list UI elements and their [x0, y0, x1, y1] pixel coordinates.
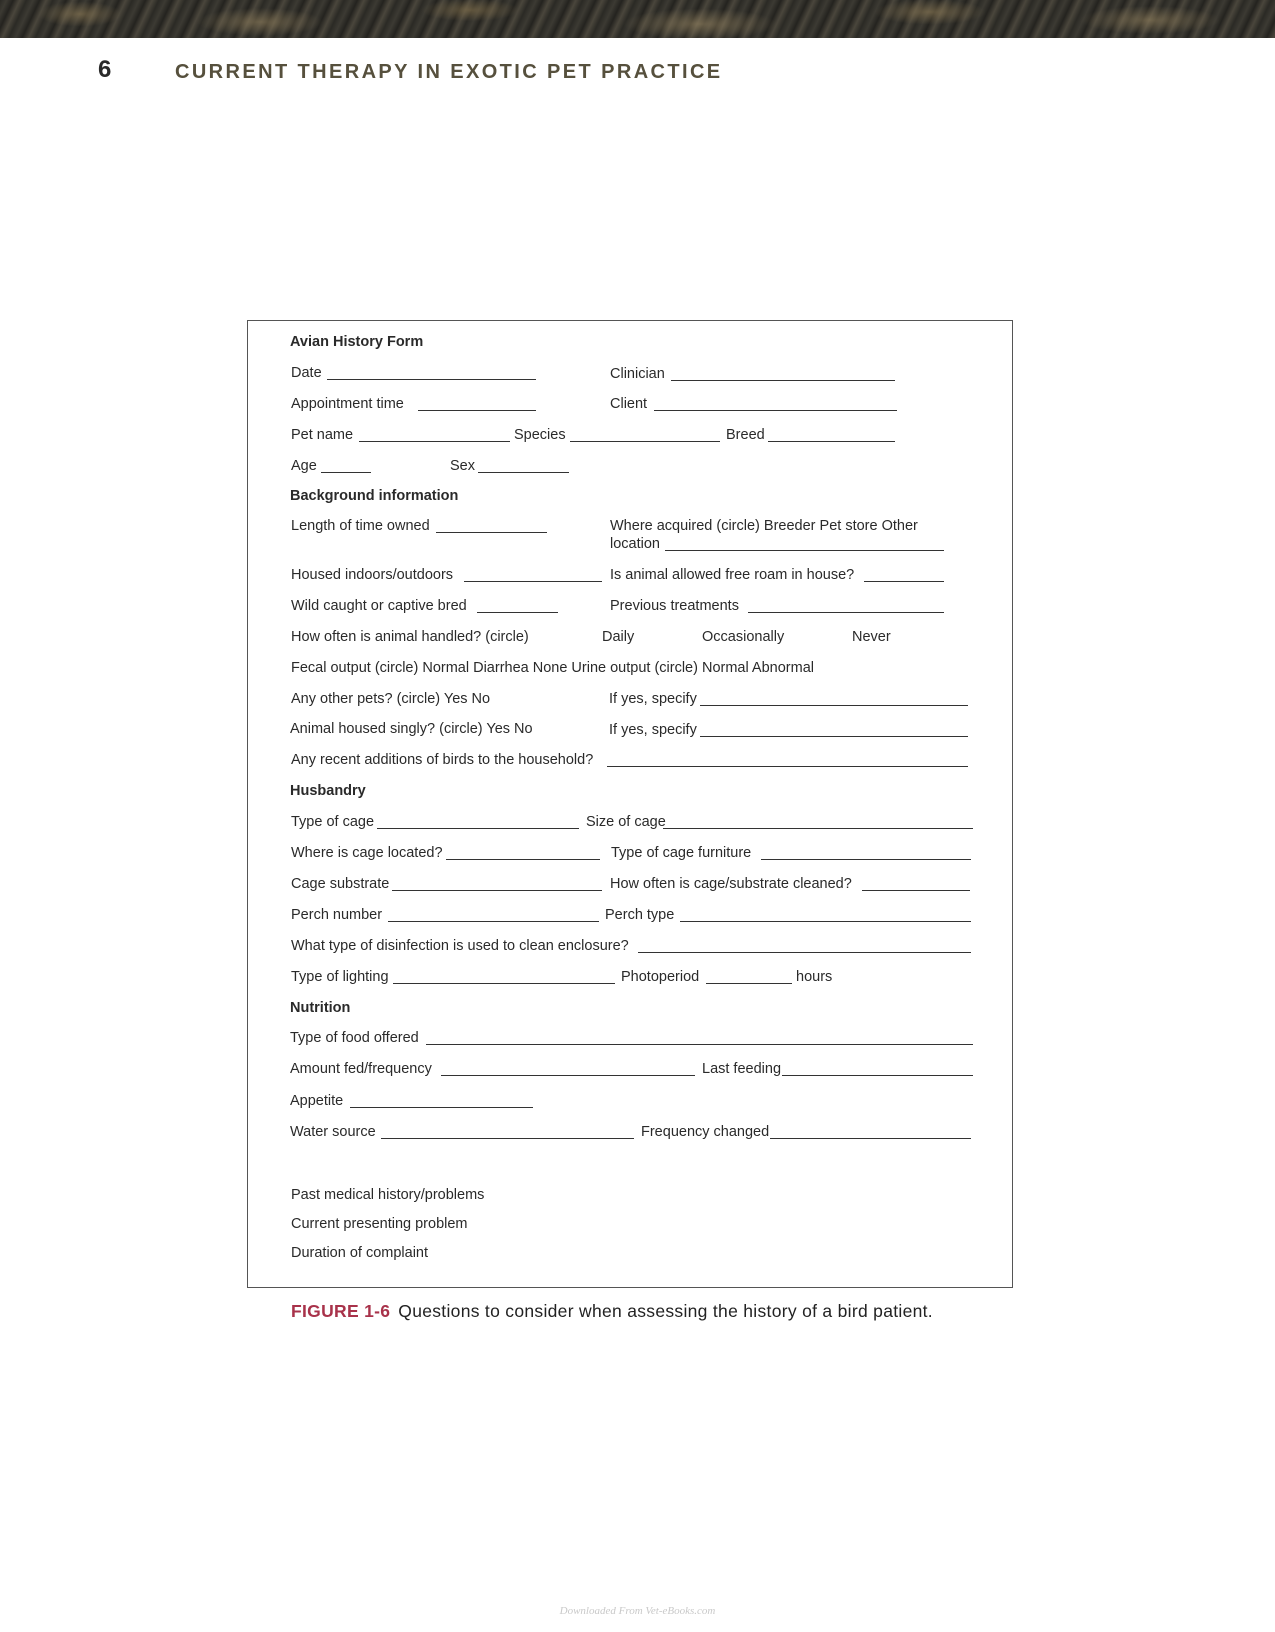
clinician-label: Clinician — [610, 366, 665, 382]
perch-number-label: Perch number — [291, 907, 383, 923]
perch-type-line[interactable] — [680, 921, 971, 922]
previous-treatments-line[interactable] — [748, 612, 944, 613]
last-feeding-line[interactable] — [782, 1075, 973, 1076]
download-footer: Downloaded From Vet-eBooks.com — [559, 1605, 716, 1617]
cage-furniture-label: Type of cage furniture — [611, 845, 752, 861]
cage-substrate-line[interactable] — [392, 890, 602, 891]
date-line[interactable] — [327, 379, 536, 380]
length-owned-label: Length of time owned — [291, 518, 430, 534]
running-head: CURRENT THERAPY IN EXOTIC PET PRACTICE — [175, 61, 723, 83]
presenting-problem-label: Current presenting problem — [291, 1216, 468, 1232]
disinfection-line[interactable] — [638, 952, 971, 953]
housed-label: Housed indoors/outdoors — [291, 567, 454, 583]
lighting-line[interactable] — [393, 983, 615, 984]
decorative-header-band — [0, 0, 1275, 38]
cage-substrate-label: Cage substrate — [291, 876, 390, 892]
size-of-cage-label: Size of cage — [586, 814, 666, 830]
other-pets-label: Any other pets? (circle) Yes No — [291, 691, 491, 707]
clinician-line[interactable] — [671, 380, 895, 381]
lighting-label: Type of lighting — [291, 969, 389, 985]
photoperiod-label: Photoperiod — [621, 969, 700, 985]
wild-caught-label: Wild caught or captive bred — [291, 598, 467, 614]
water-source-line[interactable] — [381, 1138, 634, 1139]
wild-caught-line[interactable] — [477, 612, 558, 613]
nutrition-heading: Nutrition — [290, 1000, 351, 1016]
appointment-time-label: Appointment time — [291, 396, 404, 412]
location-label: location — [610, 536, 660, 552]
location-line[interactable] — [665, 550, 944, 551]
figure-caption — [291, 1301, 933, 1322]
disinfection-label: What type of disinfection is used to clean enclosure? — [291, 938, 629, 954]
other-pets-specify-line[interactable] — [700, 705, 968, 706]
size-of-cage-line[interactable] — [663, 828, 973, 829]
recent-additions-line[interactable] — [607, 766, 968, 767]
cage-located-label: Where is cage located? — [291, 845, 443, 861]
housed-line[interactable] — [464, 581, 602, 582]
appetite-line[interactable] — [350, 1107, 533, 1108]
client-line[interactable] — [654, 410, 897, 411]
free-roam-label: Is animal allowed free roam in house? — [610, 567, 855, 583]
food-offered-line[interactable] — [426, 1044, 973, 1045]
date-label: Date — [291, 365, 322, 381]
fecal-urine-label: Fecal output (circle) Normal Diarrhea None Urine output (circle) Normal Abnormal — [291, 660, 814, 676]
amount-fed-line[interactable] — [441, 1075, 695, 1076]
housed-singly-specify-label: If yes, specify — [609, 722, 697, 738]
sex-label: Sex — [450, 458, 475, 474]
handled-label: How often is animal handled? (circle) — [291, 629, 529, 645]
handled-daily: Daily — [602, 629, 635, 645]
free-roam-line[interactable] — [864, 581, 944, 582]
page-number: 6 — [98, 56, 112, 83]
recent-additions-label: Any recent additions of birds to the household? — [291, 752, 594, 768]
perch-number-line[interactable] — [388, 921, 599, 922]
cage-cleaned-line[interactable] — [862, 890, 970, 891]
type-of-cage-line[interactable] — [377, 828, 579, 829]
frequency-changed-line[interactable] — [770, 1138, 971, 1139]
water-source-label: Water source — [290, 1124, 376, 1140]
avian-history-form — [247, 320, 1013, 1288]
appetite-label: Appetite — [290, 1093, 344, 1109]
breed-label: Breed — [726, 427, 765, 443]
cage-located-line[interactable] — [446, 859, 600, 860]
figure-caption-text: Questions to consider when assessing the history of a bird patient. — [398, 1301, 933, 1321]
amount-fed-label: Amount fed/frequency — [290, 1061, 432, 1077]
other-pets-specify-label: If yes, specify — [609, 691, 697, 707]
cage-cleaned-label: How often is cage/substrate cleaned? — [610, 876, 852, 892]
age-line[interactable] — [321, 472, 371, 473]
frequency-changed-label: Frequency changed — [641, 1124, 770, 1140]
hours-label: hours — [796, 969, 833, 985]
appointment-time-line[interactable] — [418, 410, 536, 411]
where-acquired-label: Where acquired (circle) Breeder Pet store Other — [610, 518, 918, 534]
figure-label: FIGURE 1-6 — [291, 1301, 391, 1321]
client-label: Client — [610, 396, 648, 412]
species-line[interactable] — [570, 441, 720, 442]
previous-treatments-label: Previous treatments — [610, 598, 739, 614]
length-owned-line[interactable] — [436, 532, 547, 533]
pet-name-line[interactable] — [359, 441, 510, 442]
food-offered-label: Type of food offered — [290, 1030, 419, 1046]
perch-type-label: Perch type — [605, 907, 675, 923]
duration-label: Duration of complaint — [291, 1245, 429, 1261]
handled-never: Never — [852, 629, 891, 645]
background-heading: Background information — [290, 488, 459, 504]
sex-line[interactable] — [478, 472, 569, 473]
cage-furniture-line[interactable] — [761, 859, 971, 860]
type-of-cage-label: Type of cage — [291, 814, 375, 830]
age-label: Age — [291, 458, 317, 474]
husbandry-heading: Husbandry — [290, 783, 366, 799]
handled-occasionally: Occasionally — [702, 629, 785, 645]
last-feeding-label: Last feeding — [702, 1061, 782, 1077]
pet-name-label: Pet name — [291, 427, 354, 443]
form-title: Avian History Form — [290, 334, 424, 350]
past-history-label: Past medical history/problems — [291, 1187, 485, 1203]
species-label: Species — [514, 427, 566, 443]
photoperiod-line[interactable] — [706, 983, 792, 984]
breed-line[interactable] — [768, 441, 895, 442]
housed-singly-specify-line[interactable] — [700, 736, 968, 737]
housed-singly-label: Animal housed singly? (circle) Yes No — [290, 721, 533, 737]
